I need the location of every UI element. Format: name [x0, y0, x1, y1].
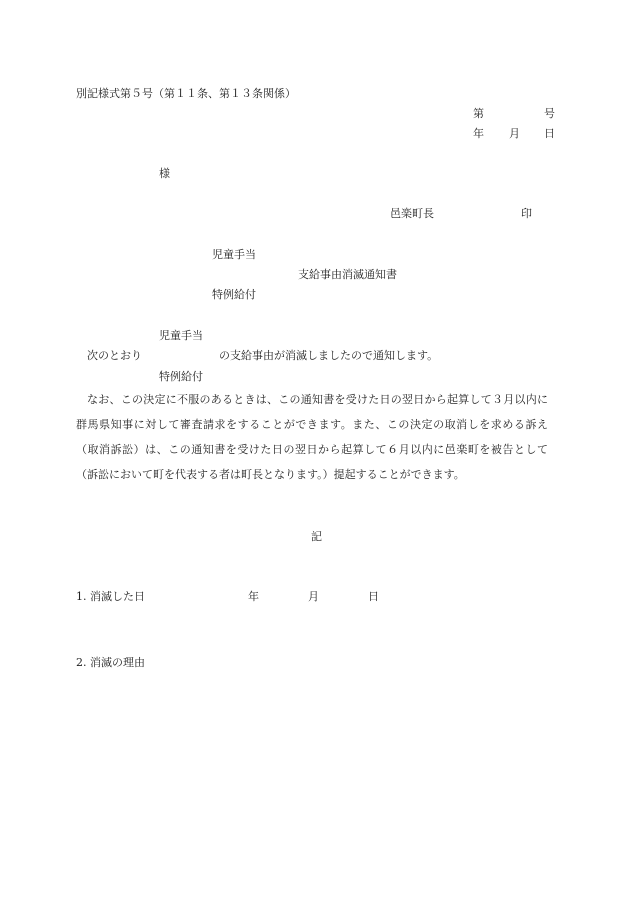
- heading-option-child-allowance: 児童手当: [212, 248, 256, 261]
- item1-label: 1. 消滅した日: [76, 590, 145, 603]
- notice-lead: 次のとおり: [87, 349, 142, 362]
- date-day: 日: [544, 127, 555, 140]
- addressee-suffix: 様: [159, 167, 170, 180]
- form-title: 別記様式第５号（第１１条、第１３条関係）: [76, 87, 296, 100]
- date-year: 年: [473, 127, 484, 140]
- heading-option-special-benefit: 特例給付: [212, 288, 256, 301]
- date-month: 月: [509, 127, 520, 140]
- item2-label: 2. 消滅の理由: [76, 656, 145, 669]
- doc-number-prefix: 第: [473, 107, 484, 120]
- notice-rest: の支給事由が消滅しましたので通知します。: [219, 349, 439, 362]
- item1-day: 日: [368, 590, 379, 603]
- seal-mark: 印: [521, 207, 532, 220]
- item1-year: 年: [248, 590, 259, 603]
- ki-marker: 記: [311, 530, 322, 543]
- heading-title: 支給事由消滅通知書: [298, 268, 397, 281]
- issuer-title: 邑楽町長: [390, 207, 434, 220]
- notice-option-special-benefit: 特例給付: [159, 370, 203, 383]
- doc-number-suffix: 号: [544, 107, 555, 120]
- appeal-paragraph: なお、この決定に不服のあるときは、この通知書を受けた日の翌日から起算して３月以内に群馬県知事に対して審査請求をすることができます。また、この決定の取消しを求める訴え（取消訴訟）は、この通知書を受けた日の翌日から起算して６月以内に邑楽町を被告として（訴訟において町を代表する者は町長となります。）提起することができます。: [76, 393, 548, 481]
- notice-option-child-allowance: 児童手当: [159, 329, 203, 342]
- item1-month: 月: [308, 590, 319, 603]
